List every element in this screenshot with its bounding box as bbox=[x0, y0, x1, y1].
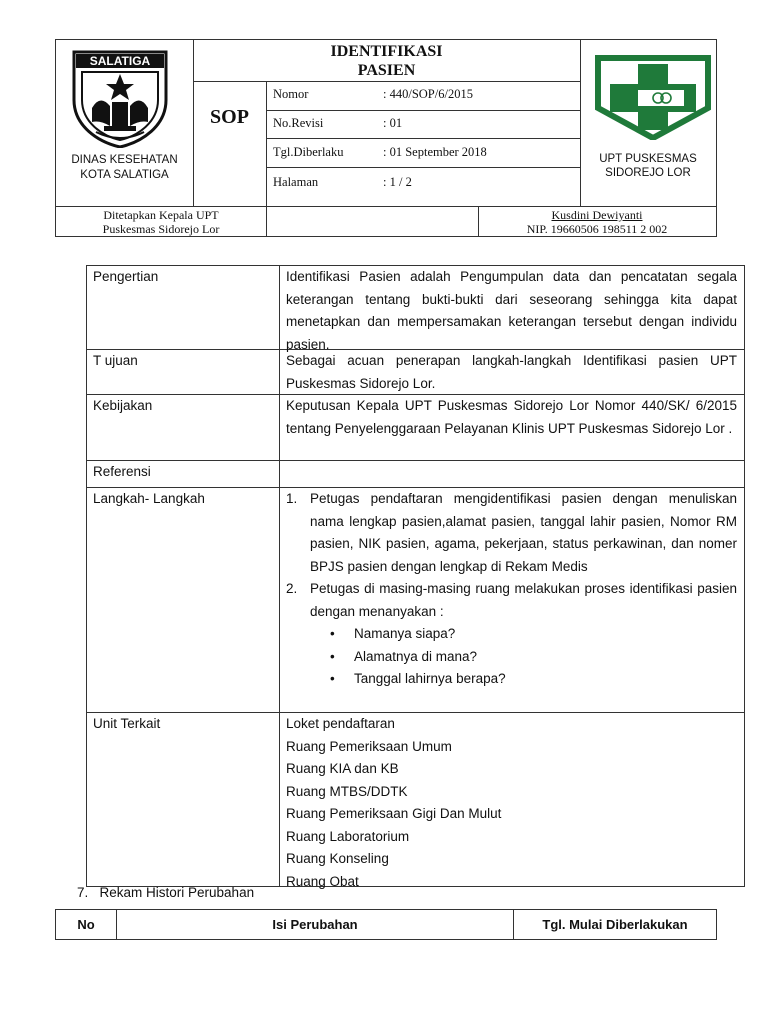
label-tujuan: T ujuan bbox=[93, 353, 138, 368]
label-kebijakan: Kebijakan bbox=[93, 398, 153, 413]
unit-item: Ruang Pemeriksaan Gigi Dan Mulut bbox=[286, 806, 502, 821]
question-item: • Alamatnya di mana? bbox=[286, 646, 737, 669]
history-heading: 7. Rekam Histori Perubahan bbox=[77, 885, 255, 900]
sop-label: SOP bbox=[210, 106, 249, 128]
unit-item: Ruang KIA dan KB bbox=[286, 761, 399, 776]
document-title-line-1: IDENTIFIKASI bbox=[330, 43, 443, 60]
field-value-tgl: : 01 September 2018 bbox=[383, 145, 487, 159]
unit-item: Ruang MTBS/DDTK bbox=[286, 783, 408, 799]
org-line-1: UPT PUSKESMAS bbox=[599, 153, 697, 165]
row-referensi bbox=[87, 461, 744, 488]
question-item: • Tanggal lahirnya berapa? bbox=[286, 668, 737, 691]
org-line-2: SIDOREJO LOR bbox=[605, 167, 691, 179]
unit-item: Ruang Pemeriksaan Umum bbox=[286, 738, 452, 754]
history-table-header bbox=[55, 909, 717, 940]
set-by-line-2: Puskesmas Sidorejo Lor bbox=[102, 222, 220, 236]
field-label-revisi: No.Revisi bbox=[273, 116, 324, 130]
signer-nip: NIP. 19660506 198511 2 002 bbox=[526, 222, 668, 236]
text-tujuan: Sebagai acuan penerapan langkah-langkah Identifikasi pasien UPT Puskesmas Sidorejo Lor. bbox=[286, 353, 737, 391]
field-label-nomor: Nomor bbox=[273, 87, 309, 101]
sop-content-table bbox=[86, 265, 745, 887]
steps-list bbox=[286, 488, 737, 691]
row-unit-terkait bbox=[87, 713, 744, 889]
label-referensi: Referensi bbox=[93, 464, 151, 479]
step-number: 1. bbox=[286, 491, 298, 506]
puskesmas-cross-logo bbox=[594, 54, 712, 140]
row-tujuan bbox=[87, 350, 744, 395]
field-value-nomor: : 440/SOP/6/2015 bbox=[383, 87, 473, 101]
document-title-line-2: PASIEN bbox=[357, 62, 416, 79]
step-text: Petugas pendaftaran mengidentifikasi pasien dengan menuliskan nama lengkap pasien,alamat pasien, tanggal lahir pasien, Nomor RM pasien, NIK pasien, agama, pekerjaan, status perkawinan, dan nomer BPJS pasien dengan lengkap di Rekam Medis bbox=[310, 491, 737, 574]
row-langkah bbox=[87, 488, 744, 713]
row-pengertian bbox=[87, 266, 744, 350]
field-label-tgl: Tgl.Diberlaku bbox=[273, 145, 344, 159]
col-header-change: Isi Perubahan bbox=[272, 917, 358, 932]
step-item bbox=[286, 578, 737, 623]
label-pengertian: Pengertian bbox=[93, 269, 159, 284]
step-item bbox=[286, 488, 737, 578]
col-header-no: No bbox=[77, 917, 95, 932]
label-unit-terkait: Unit Terkait bbox=[93, 716, 161, 731]
signer-name: Kusdini Dewiyanti bbox=[551, 208, 643, 222]
step-number: 2. bbox=[286, 581, 298, 596]
field-value-halaman: : 1 / 2 bbox=[383, 175, 412, 189]
dept-line-1: DINAS KESEHATAN bbox=[71, 154, 178, 166]
unit-item: Ruang Konseling bbox=[286, 851, 389, 866]
field-label-halaman: Halaman bbox=[273, 175, 319, 189]
question-list bbox=[286, 623, 737, 691]
text-kebijakan: Keputusan Kepala UPT Puskesmas Sidorejo Lor Nomor 440/SK/ 6/2015 tentang Penyelenggaraan Pelayanan Klinis UPT Puskesmas Sidorejo Lor . bbox=[286, 398, 737, 436]
sop-header bbox=[55, 39, 717, 237]
unit-list bbox=[286, 713, 737, 893]
label-langkah: Langkah- Langkah bbox=[93, 491, 205, 506]
field-value-revisi: : 01 bbox=[383, 116, 403, 130]
question-item: • Namanya siapa? bbox=[286, 623, 737, 646]
step-text: Petugas di masing-masing ruang melakukan proses identifikasi pasien dengan menanyakan : bbox=[310, 581, 737, 619]
unit-item: Ruang Laboratorium bbox=[286, 828, 410, 844]
dept-line-2: KOTA SALATIGA bbox=[80, 169, 169, 181]
col-header-date: Tgl. Mulai Diberlakukan bbox=[542, 917, 688, 932]
unit-item: Ruang Obat bbox=[286, 873, 359, 889]
set-by-line-1: Ditetapkan Kepala UPT bbox=[103, 208, 219, 222]
salatiga-crest-logo bbox=[70, 48, 170, 148]
unit-item: Loket pendaftaran bbox=[286, 716, 395, 731]
row-kebijakan bbox=[87, 395, 744, 461]
text-pengertian: Identifikasi Pasien adalah Pengumpulan data dan pencatatan segala keterangan tentang bukti-bukti dari seseorang sehingga kita dapat menetapkan dan mempersamakan keterangan tersebut dengan individu pasien. bbox=[286, 269, 737, 352]
crest-banner-text: SALATIGA bbox=[89, 54, 151, 68]
